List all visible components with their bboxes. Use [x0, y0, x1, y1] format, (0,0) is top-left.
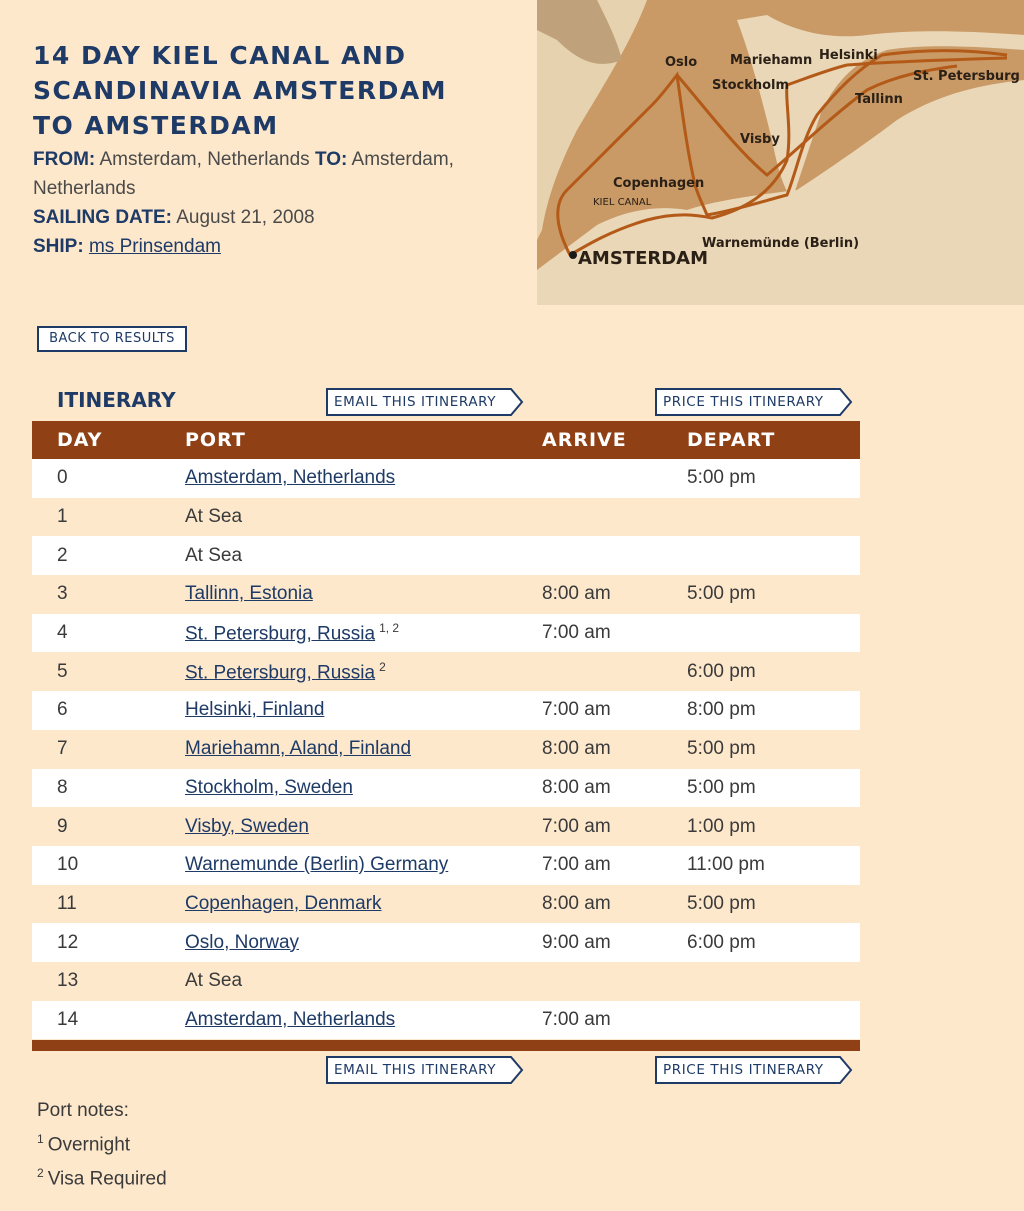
map-label-kiel-canal: KIEL CANAL — [593, 197, 652, 208]
depart-cell: 5:00 pm — [687, 769, 860, 808]
day-cell: 13 — [32, 962, 160, 1001]
itinerary-row — [32, 885, 860, 924]
port-cell — [160, 923, 542, 962]
day-cell: 8 — [32, 769, 160, 808]
map-label-mariehamn: Mariehamn — [730, 53, 813, 68]
depart-cell: 5:00 pm — [687, 575, 860, 614]
sailing-date-label: SAILING DATE: — [33, 207, 172, 228]
port-cell — [160, 614, 542, 653]
itinerary-row — [32, 459, 860, 498]
map-label-warnemunde: Warnemünde (Berlin) — [702, 236, 860, 251]
ship-link[interactable]: ms Prinsendam — [88, 236, 221, 257]
port-link[interactable]: Mariehamn, Aland, Finland — [185, 738, 412, 760]
map-label-helsinki: Helsinki — [819, 48, 878, 63]
depart-cell: 11:00 pm — [687, 846, 860, 885]
day-cell: 9 — [32, 807, 160, 846]
port-note-ref: 1, 2 — [379, 620, 400, 635]
route-map — [537, 0, 1024, 305]
arrive-cell: 7:00 am — [542, 846, 687, 885]
itinerary-row — [32, 575, 860, 614]
map-label-tallinn: Tallinn — [855, 92, 903, 107]
depart-cell: 5:00 pm — [687, 730, 860, 769]
from-value: Amsterdam, Netherlands — [99, 149, 310, 170]
port-link[interactable]: Copenhagen, Denmark — [185, 892, 382, 914]
depart-cell: 5:00 pm — [687, 885, 860, 924]
price-itinerary-label: PRICE THIS ITINERARY — [663, 394, 824, 410]
port-cell — [160, 652, 542, 691]
port-note-ref: 2 — [379, 659, 386, 674]
from-label: FROM: — [33, 149, 96, 170]
port-cell — [160, 691, 542, 730]
route-map-graphic — [537, 0, 1024, 305]
map-label-visby: Visby — [740, 132, 780, 147]
itinerary-row — [32, 652, 860, 691]
day-cell: 4 — [32, 614, 160, 653]
day-cell: 12 — [32, 923, 160, 962]
port-note-text: Visa Required — [47, 1168, 167, 1190]
itinerary-row — [32, 614, 860, 653]
port-cell — [160, 1001, 542, 1040]
map-label-oslo: Oslo — [665, 55, 698, 70]
arrive-cell: 8:00 am — [542, 885, 687, 924]
arrive-cell: 8:00 am — [542, 769, 687, 808]
column-header-arrive: ARRIVE — [542, 421, 687, 459]
arrive-cell: 8:00 am — [542, 730, 687, 769]
day-cell: 7 — [32, 730, 160, 769]
back-to-results-button[interactable]: BACK TO RESULTS — [37, 326, 187, 352]
from-to-line — [33, 145, 493, 203]
port-link[interactable]: Visby, Sweden — [185, 815, 309, 837]
port-cell — [160, 575, 542, 614]
port-link[interactable]: Oslo, Norway — [185, 931, 300, 953]
depart-cell — [687, 1001, 860, 1040]
depart-cell: 6:00 pm — [687, 652, 860, 691]
depart-cell: 6:00 pm — [687, 923, 860, 962]
itinerary-row — [32, 923, 860, 962]
port-cell — [160, 769, 542, 808]
day-cell: 5 — [32, 652, 160, 691]
port-link[interactable]: Stockholm, Sweden — [185, 776, 353, 798]
port-text: At Sea — [185, 544, 243, 566]
ship-label: SHIP: — [33, 236, 84, 257]
day-cell: 0 — [32, 459, 160, 498]
price-itinerary-button-bottom[interactable] — [655, 1056, 853, 1084]
itinerary-row — [32, 769, 860, 808]
amsterdam-dot — [569, 251, 577, 259]
arrive-cell: 8:00 am — [542, 575, 687, 614]
sailing-date-value: August 21, 2008 — [176, 207, 315, 228]
price-itinerary-button-top[interactable] — [655, 388, 853, 416]
port-cell — [160, 498, 542, 537]
day-cell: 11 — [32, 885, 160, 924]
day-cell: 2 — [32, 536, 160, 575]
depart-cell: 8:00 pm — [687, 691, 860, 730]
map-label-amsterdam: AMSTERDAM — [578, 248, 709, 269]
map-label-stockholm: Stockholm — [712, 78, 790, 93]
itinerary-row — [32, 498, 860, 537]
itinerary-row — [32, 1001, 860, 1040]
itinerary-row — [32, 962, 860, 1001]
arrive-cell — [542, 459, 687, 498]
email-itinerary-label: EMAIL THIS ITINERARY — [334, 394, 497, 410]
column-header-port: PORT — [160, 421, 542, 459]
table-bottom-rule — [32, 1040, 860, 1051]
port-text: At Sea — [185, 970, 243, 992]
depart-cell — [687, 962, 860, 1001]
port-cell — [160, 962, 542, 1001]
itinerary-row — [32, 846, 860, 885]
port-cell — [160, 730, 542, 769]
port-note-text: Overnight — [47, 1134, 131, 1156]
port-note-item — [37, 1125, 167, 1159]
itinerary-row — [32, 691, 860, 730]
email-itinerary-label-bottom: EMAIL THIS ITINERARY — [334, 1062, 497, 1078]
port-cell — [160, 885, 542, 924]
port-cell — [160, 536, 542, 575]
port-link[interactable]: Amsterdam, Netherlands — [185, 467, 396, 489]
arrive-cell: 7:00 am — [542, 1001, 687, 1040]
day-cell: 10 — [32, 846, 160, 885]
port-note-number: 2 — [37, 1166, 44, 1181]
itinerary-row — [32, 730, 860, 769]
arrive-cell — [542, 652, 687, 691]
itinerary-header-row — [32, 421, 860, 459]
depart-cell: 5:00 pm — [687, 459, 860, 498]
arrive-cell: 9:00 am — [542, 923, 687, 962]
day-cell: 3 — [32, 575, 160, 614]
arrive-cell: 7:00 am — [542, 807, 687, 846]
price-itinerary-label-bottom: PRICE THIS ITINERARY — [663, 1062, 824, 1078]
port-cell — [160, 459, 542, 498]
port-link[interactable]: Warnemunde (Berlin) Germany — [185, 854, 449, 876]
email-itinerary-button-top[interactable] — [326, 388, 524, 416]
port-notes — [37, 1096, 167, 1194]
port-link[interactable]: Amsterdam, Netherlands — [185, 1008, 396, 1030]
itinerary-heading: ITINERARY — [57, 388, 176, 412]
page-title: 14 DAY KIEL CANAL AND SCANDINAVIA AMSTERDAM TO AMSTERDAM — [33, 41, 448, 140]
day-cell: 6 — [32, 691, 160, 730]
depart-cell — [687, 498, 860, 537]
port-note-item — [37, 1159, 167, 1193]
arrive-cell — [542, 498, 687, 537]
email-itinerary-button-bottom[interactable] — [326, 1056, 524, 1084]
to-label: TO: — [314, 149, 348, 170]
port-link[interactable]: St. Petersburg, Russia — [185, 661, 376, 683]
map-label-copenhagen: Copenhagen — [613, 176, 705, 191]
depart-cell: 1:00 pm — [687, 807, 860, 846]
arrive-cell — [542, 962, 687, 1001]
port-cell — [160, 807, 542, 846]
itinerary-table — [32, 421, 860, 1039]
depart-cell — [687, 536, 860, 575]
port-text: At Sea — [185, 506, 243, 528]
column-header-day: DAY — [32, 421, 160, 459]
port-link[interactable]: St. Petersburg, Russia — [185, 623, 376, 645]
day-cell: 1 — [32, 498, 160, 537]
itinerary-row — [32, 807, 860, 846]
itinerary-body — [32, 459, 860, 1039]
port-note-number: 1 — [37, 1132, 44, 1146]
map-label-st-petersburg: St. Petersburg — [913, 69, 1020, 84]
itinerary-row — [32, 536, 860, 575]
day-cell: 14 — [32, 1001, 160, 1040]
port-link[interactable]: Helsinki, Finland — [185, 699, 325, 721]
ship-line — [33, 232, 221, 261]
to-value: Amsterdam, Netherlands — [33, 149, 454, 199]
port-cell — [160, 846, 542, 885]
port-link[interactable]: Tallinn, Estonia — [185, 583, 313, 605]
arrive-cell: 7:00 am — [542, 614, 687, 653]
arrive-cell: 7:00 am — [542, 691, 687, 730]
port-notes-heading: Port notes: — [37, 1100, 129, 1121]
arrive-cell — [542, 536, 687, 575]
depart-cell — [687, 614, 860, 653]
sailing-date-line — [33, 203, 315, 232]
column-header-depart: DEPART — [687, 421, 860, 459]
